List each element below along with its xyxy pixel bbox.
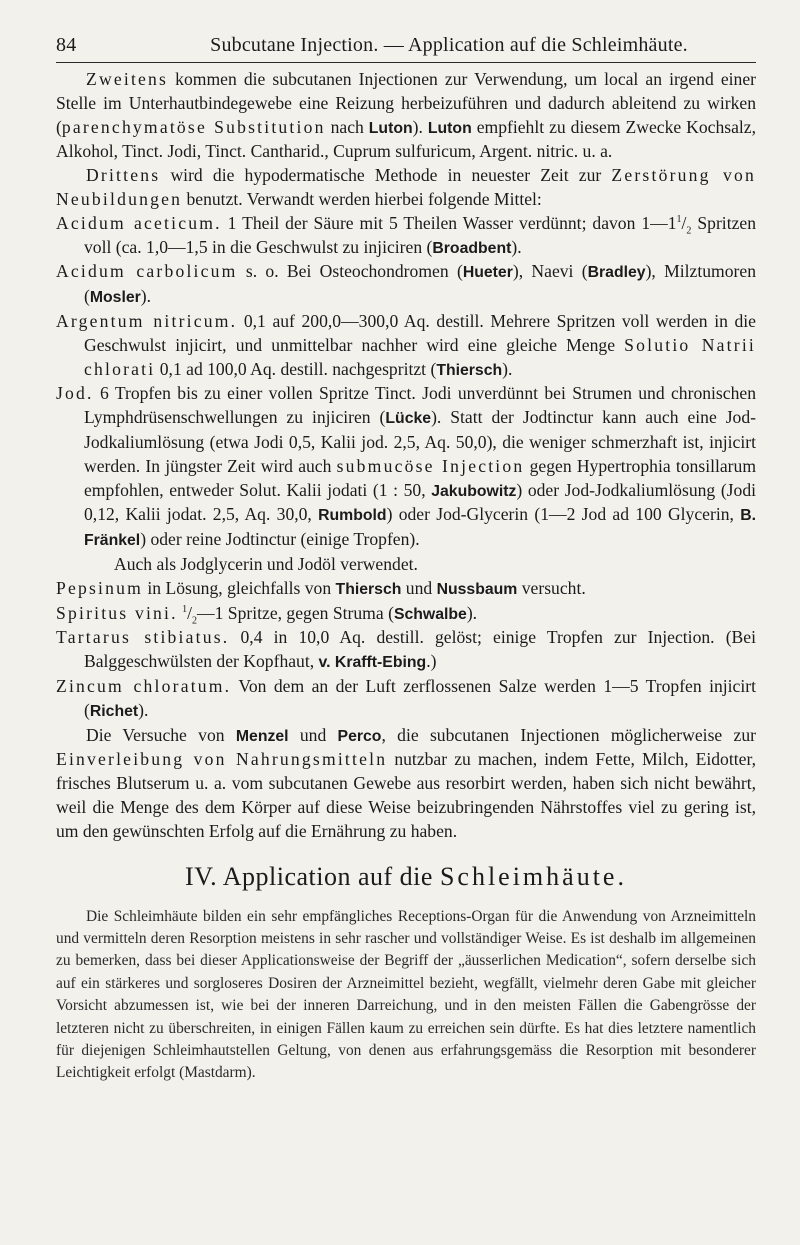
text-run: 1 Theil der Säure mit 5 Theilen Wasser verdünnt; davon 1—1 bbox=[221, 212, 677, 233]
remedy-zincum-chloratum bbox=[56, 675, 756, 724]
text-run: Spritzen voll (ca. 1,0—1,5 in die Geschwulst zu injiciren ( bbox=[84, 212, 756, 257]
fraction-denominator: 2 bbox=[192, 615, 198, 627]
text-run: ). bbox=[140, 286, 152, 307]
paragraph-nutrition bbox=[56, 724, 756, 844]
remedy-name: Acidum carbolicum bbox=[56, 261, 238, 282]
remedy-name: Tartarus stibiatus. bbox=[56, 627, 230, 648]
remedy-acidum-aceticum: Acidum aceticum. 1 Theil der Säure mit 5 Theilen Wasser verdünnt; davon $1—1^1/_2$ Spritzen voll (ca. 1,0—1,5 in die Geschwulst zu injiciren (Broadbent). bbox=[56, 212, 756, 257]
text-run: gegen Hypertrophia tonsillarum empfohlen, entweder Solut. Kalii jodati (1 : 50, bbox=[84, 455, 757, 500]
text-run: 6 Tropfen bis zu einer vollen Spritze Tinct. Jodi unverdünnt bei Strumen und chronischen Lymphdrüsenschwellungen zu injiciren ( bbox=[84, 383, 756, 428]
emphasis: submucöse Injection bbox=[336, 455, 525, 476]
text-run: ). bbox=[502, 358, 513, 379]
text-run: ) oder reine Jodtinctur (einige Tropfen). bbox=[140, 529, 420, 550]
text-run: .) bbox=[426, 651, 437, 672]
author-name: Richet bbox=[89, 702, 139, 720]
author-name: Jakubowitz bbox=[431, 482, 517, 500]
author-name: Luton bbox=[427, 119, 472, 137]
text-run: ). bbox=[412, 116, 428, 137]
paragraph-drittens bbox=[56, 164, 756, 212]
text-run: ). bbox=[466, 602, 478, 623]
emphasis: Solutio Natrii chlorati bbox=[84, 334, 757, 379]
text-run: nach bbox=[325, 116, 369, 137]
text-run: ). Statt der Jodtinctur kann auch eine Jod-Jodkaliumlösung (etwa Jodi 0,5, Kalii jod. 2,5, Aq. 50,0), die weniger schmerzhaft ist, injicirt werden. In jüngster Zeit wird auch bbox=[84, 407, 756, 476]
running-head bbox=[56, 28, 756, 62]
remedy-argentum-nitricum bbox=[56, 310, 756, 382]
fraction-denominator: 2 bbox=[686, 225, 692, 237]
lead-word: Zweitens bbox=[86, 69, 169, 89]
fraction-numerator: 1 bbox=[182, 603, 188, 615]
section-heading bbox=[56, 862, 756, 892]
text-run: ), Naevi ( bbox=[512, 261, 588, 282]
text-run: und bbox=[401, 577, 437, 598]
emphasis: parenchymatöse Substitution bbox=[61, 116, 326, 137]
author-name: Broadbent bbox=[432, 239, 512, 257]
text-run: ), Milztumoren ( bbox=[84, 261, 756, 307]
text-run: 0,1 ad 100,0 Aq. destill. nachgespritzt ( bbox=[155, 358, 437, 379]
author-name: Thiersch bbox=[335, 580, 402, 598]
header-rule bbox=[56, 62, 756, 63]
author-name: Bradley bbox=[587, 264, 646, 282]
section-number: IV. bbox=[185, 861, 218, 891]
text-run: 0,1 auf 200,0—300,0 Aq. destill. Mehrere Spritzen voll werden in die Geschwulst injicirt, und unmittelbar nachher wird eine gleiche Menge bbox=[84, 310, 756, 355]
text-run: wird die hypodermatische Methode in neuester Zeit zur bbox=[160, 165, 612, 186]
author-name: Mosler bbox=[89, 289, 141, 307]
author-name: Perco bbox=[337, 727, 382, 745]
remedy-spiritus-vini: Spiritus vini. $^1/_2—1$ Spritze, gegen Struma (Schwalbe). bbox=[56, 602, 478, 627]
author-name: v. Krafft-Ebing bbox=[318, 654, 427, 672]
emphasis: Einverleibung von Nahrungsmitteln bbox=[56, 749, 388, 770]
text-run: 0,4 in 10,0 Aq. destill. gelöst; einige Tropfen zur Injection. (Bei Balggeschwülsten der Kopfhaut, bbox=[84, 627, 756, 672]
paragraph-zweitens bbox=[56, 68, 756, 164]
text-run: kommen die subcutanen Injectionen zur Verwendung, um local an irgend einer Stelle im Unterhautbindegewebe eine Reizung herbeizuführen und dadurch ableitend zu wirken ( bbox=[56, 69, 756, 137]
remedy-jod-extra: Auch als Jodglycerin und Jodöl verwendet. bbox=[114, 553, 418, 574]
text-run: ) oder Jod-Glycerin (1—2 Jod ad 100 Glycerin, bbox=[386, 504, 741, 525]
text-run: versucht. bbox=[517, 577, 586, 598]
author-name: Rumbold bbox=[318, 507, 387, 525]
emphasis: Zerstörung von Neubildungen bbox=[56, 165, 756, 209]
text-run: und bbox=[288, 724, 338, 745]
text-run: Die Versuche von bbox=[86, 724, 236, 745]
remedy-name: Argentum nitricum. bbox=[56, 310, 238, 331]
text-run: nutzbar zu machen, indem Fette, Milch, Eidotter, frisches Blutserum u. a. vom subcutanen Gewebe aus resorbirt werden, haben sich nicht bewährt, weil die Menge des dem Körper auf diese Weise beizubringenden Nährstoffes viel zu gering ist, um den gewünschten Erfolg auf die Ernährung zu haben. bbox=[56, 749, 756, 841]
remedy-jod bbox=[56, 382, 756, 553]
author-name: Hueter bbox=[462, 264, 513, 282]
text-run: , die subcutanen Injectionen möglicherweise zur bbox=[381, 724, 756, 745]
remedy-name: Pepsinum bbox=[56, 577, 144, 598]
text-run: —1 Spritze, gegen Struma ( bbox=[197, 602, 394, 623]
text-run: benutzt. Verwandt werden hierbei folgende Mittel: bbox=[182, 188, 542, 209]
page-body bbox=[56, 68, 756, 1085]
author-name: Schwalbe bbox=[393, 605, 467, 623]
author-name: Thiersch bbox=[436, 361, 503, 379]
remedy-tartarus-stibiatus bbox=[56, 626, 756, 675]
section-title-part: Application auf die bbox=[222, 861, 440, 891]
text-run: Von dem an der Luft zerflossenen Salze werden 1—5 Tropfen injicirt ( bbox=[84, 675, 756, 720]
text-run: ) oder Jod-Jodkaliumlösung (Jodi 0,12, Kalii jodat. 2,5, Aq. 30,0, bbox=[84, 479, 757, 525]
text-run: ). bbox=[511, 236, 522, 257]
text-run: in Lösung, gleichfalls von bbox=[143, 577, 336, 598]
remedy-name: Spiritus vini. bbox=[56, 602, 178, 623]
page-number: 84 bbox=[56, 34, 77, 56]
author-name: Menzel bbox=[235, 727, 289, 745]
fraction-numerator: 1 bbox=[676, 213, 682, 225]
remedy-name: Zincum chloratum. bbox=[56, 675, 232, 696]
section-body bbox=[56, 906, 756, 1085]
author-name: Nussbaum bbox=[436, 580, 518, 598]
paragraph-schleimhaeute: Die Schleimhäute bilden ein sehr empfängliches Receptions-Organ für die Anwendung von Arzneimitteln und vermitteln deren Resorption meistens in sehr rascher und vollständiger Weise. Es ist deshalb im allgemeinen zu bemerken, dass bei dieser Applicationsweise der Begriff der „äusserlichen Medication“, sofern derselbe sich auf ein stärkeres und sorgloseres Dosiren der Arzneimittel bezieht, wegfällt, vielmehr deren Gabe mit gleicher Vorsicht abzumessen ist, wie bei der inneren Darreichung, und in den meisten Fällen die Gabengrösse der letzteren nicht zu überschreiten, in einigen Fällen kaum zu erreichen sein dürfte. Es hat dies letztere namentlich für diejenigen Schleimhautstellen Geltung, von denen aus erfahrungsgemäss die Resorption mit besonderer Leichtigkeit erfolgt (Mastdarm). bbox=[56, 907, 756, 1082]
author-name: Lücke bbox=[385, 410, 432, 428]
remedy-acidum-carbolicum bbox=[56, 260, 756, 310]
running-title: Subcutane Injection. — Application auf die Schleimhäute. bbox=[210, 34, 688, 56]
text-run: s. o. Bei Osteochondromen ( bbox=[237, 261, 463, 282]
remedy-name: Jod. bbox=[56, 383, 94, 404]
author-name: Luton bbox=[368, 119, 413, 137]
lead-word: Drittens bbox=[86, 165, 161, 186]
section-title-part: Schleimhäute. bbox=[439, 861, 627, 891]
text-run: empfiehlt zu diesem Zwecke Kochsalz, Alkohol, Tinct. Jodi, Tinct. Cantharid., Cuprum sulfuricum, Argent. nitric. u. a. bbox=[56, 116, 757, 162]
author-name: B. Fränkel bbox=[84, 507, 756, 550]
remedy-name: Acidum aceticum. bbox=[56, 212, 222, 233]
remedy-pepsinum bbox=[56, 577, 756, 602]
text-run: ). bbox=[138, 699, 149, 720]
